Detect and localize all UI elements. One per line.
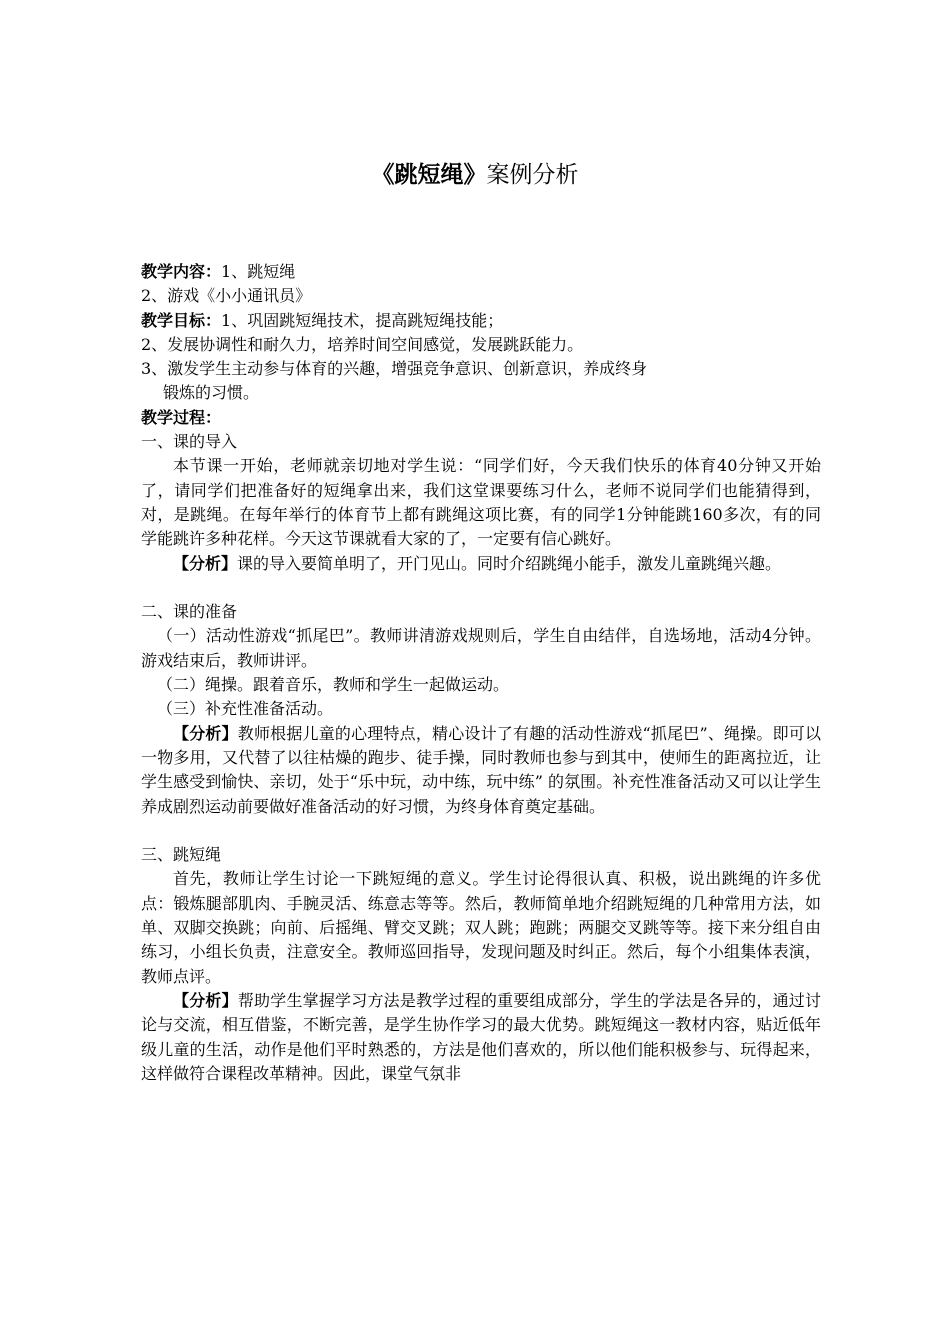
- section2-item2: （二）绳操。跟着音乐，教师和学生一起做运动。: [157, 675, 510, 695]
- section2-heading: 二、课的准备: [141, 602, 238, 622]
- section2-item3: （三）补充性准备活动。: [157, 699, 334, 719]
- section3-heading: 三、跳短绳: [141, 845, 222, 865]
- goal-item-3-cont-text: 锻炼的习惯。: [163, 383, 260, 403]
- content-line-1: [141, 260, 821, 284]
- goal-item-3-cont: [141, 381, 821, 405]
- analysis-tag: 【分析】: [173, 990, 238, 1010]
- section2-analysis-text: 教师根据儿童的心理特点，精心设计了有趣的活动性游戏“抓尾巴”、绳操。即可以一物多用，又代替了以往枯燥的跑步、徒手操，同时教师也参与到其中，使师生的距离拉近，让学生感受到愉快、亲切，处于“乐中玩，动中练，玩中练” 的氛围。补充性准备活动又可以让学生养成剧烈运动前要做好准备活动的好习惯，为终身体育奠定基础。: [141, 723, 821, 816]
- section2-analysis: [141, 722, 821, 819]
- goal-item-3: 3、激发学生主动参与体育的兴趣，增强竞争意识、创新意识，养成终身: [141, 359, 648, 379]
- title-rest: 案例分析: [486, 162, 579, 188]
- goal-item-1: 1、巩固跳短绳技术，提高跳短绳技能；: [221, 310, 504, 330]
- goal-label: 教学目标：: [141, 310, 222, 330]
- process-label: 教学过程：: [141, 407, 222, 427]
- content-item-2: 2、游戏《小小通讯员》: [141, 286, 312, 306]
- goal-item-2: 2、发展协调性和耐久力，培养时间空间感觉，发展跳跃能力。: [141, 334, 584, 354]
- spacer: [141, 576, 821, 600]
- section1-paragraph: 本节课一开始，老师就亲切地对学生说：“同学们好，今天我们快乐的体育40分钟又开始了，请同学们把准备好的短绳拿出来，我们这堂课要练习什么，老师不说同学们也能猜得到，对，是跳绳。在每年举行的体育节上都有跳绳这项比赛，有的同学1分钟能跳160多次，有的同学能跳许多种花样。今天这节课就看大家的了，一定要有信心跳好。: [141, 456, 821, 549]
- analysis-tag: 【分析】: [173, 723, 238, 743]
- goal-line-1: [141, 309, 821, 333]
- section1-analysis-text: 课的导入要简单明了，开门见山。同时介绍跳绳小能手，激发儿童跳绳兴趣。: [237, 553, 782, 573]
- analysis-tag: 【分析】: [173, 553, 238, 573]
- title-bold: 《跳短绳》: [371, 162, 487, 188]
- document-title: [0, 158, 950, 192]
- document-body: [141, 260, 821, 1086]
- content-item-1: 1、跳短绳: [221, 262, 296, 281]
- spacer: [141, 819, 821, 843]
- section3-analysis: [141, 989, 821, 1086]
- section3-paragraph: 首先，教师让学生讨论一下跳短绳的意义。学生讨论得很认真、积极，说出跳绳的许多优点：锻炼腿部肌肉、手腕灵活、练意志等等。然后，教师简单地介绍跳短绳的几种常用方法，如单、双脚交换跳；向前、后摇绳、臂交叉跳；双人跳；跑跳；两腿交叉跳等等。接下来分组自由练习，小组长负责，注意安全。教师巡回指导，发现问题及时纠正。然后，每个小组集体表演，教师点评。: [141, 869, 821, 986]
- section1-heading: 一、课的导入: [141, 432, 238, 452]
- section2-item1: （一）活动性游戏“抓尾巴”。教师讲清游戏规则后，学生自由结伴，自选场地，活动4分钟。游戏结束后，教师讲评。: [141, 626, 821, 670]
- section3-analysis-text: 帮助学生掌握学习方法是教学过程的重要组成部分，学生的学法是各异的，通过讨论与交流，相互借鉴，不断完善，是学生协作学习的最大优势。跳短绳这一教材内容，贴近低年级儿童的生活，动作是他们平时熟悉的，方法是他们喜欢的，所以他们能积极参与、玩得起来，这样做符合课程改革精神。因此，课堂气氛非: [141, 990, 821, 1083]
- section1-analysis: [141, 552, 821, 576]
- content-label: 教学内容：: [141, 262, 222, 281]
